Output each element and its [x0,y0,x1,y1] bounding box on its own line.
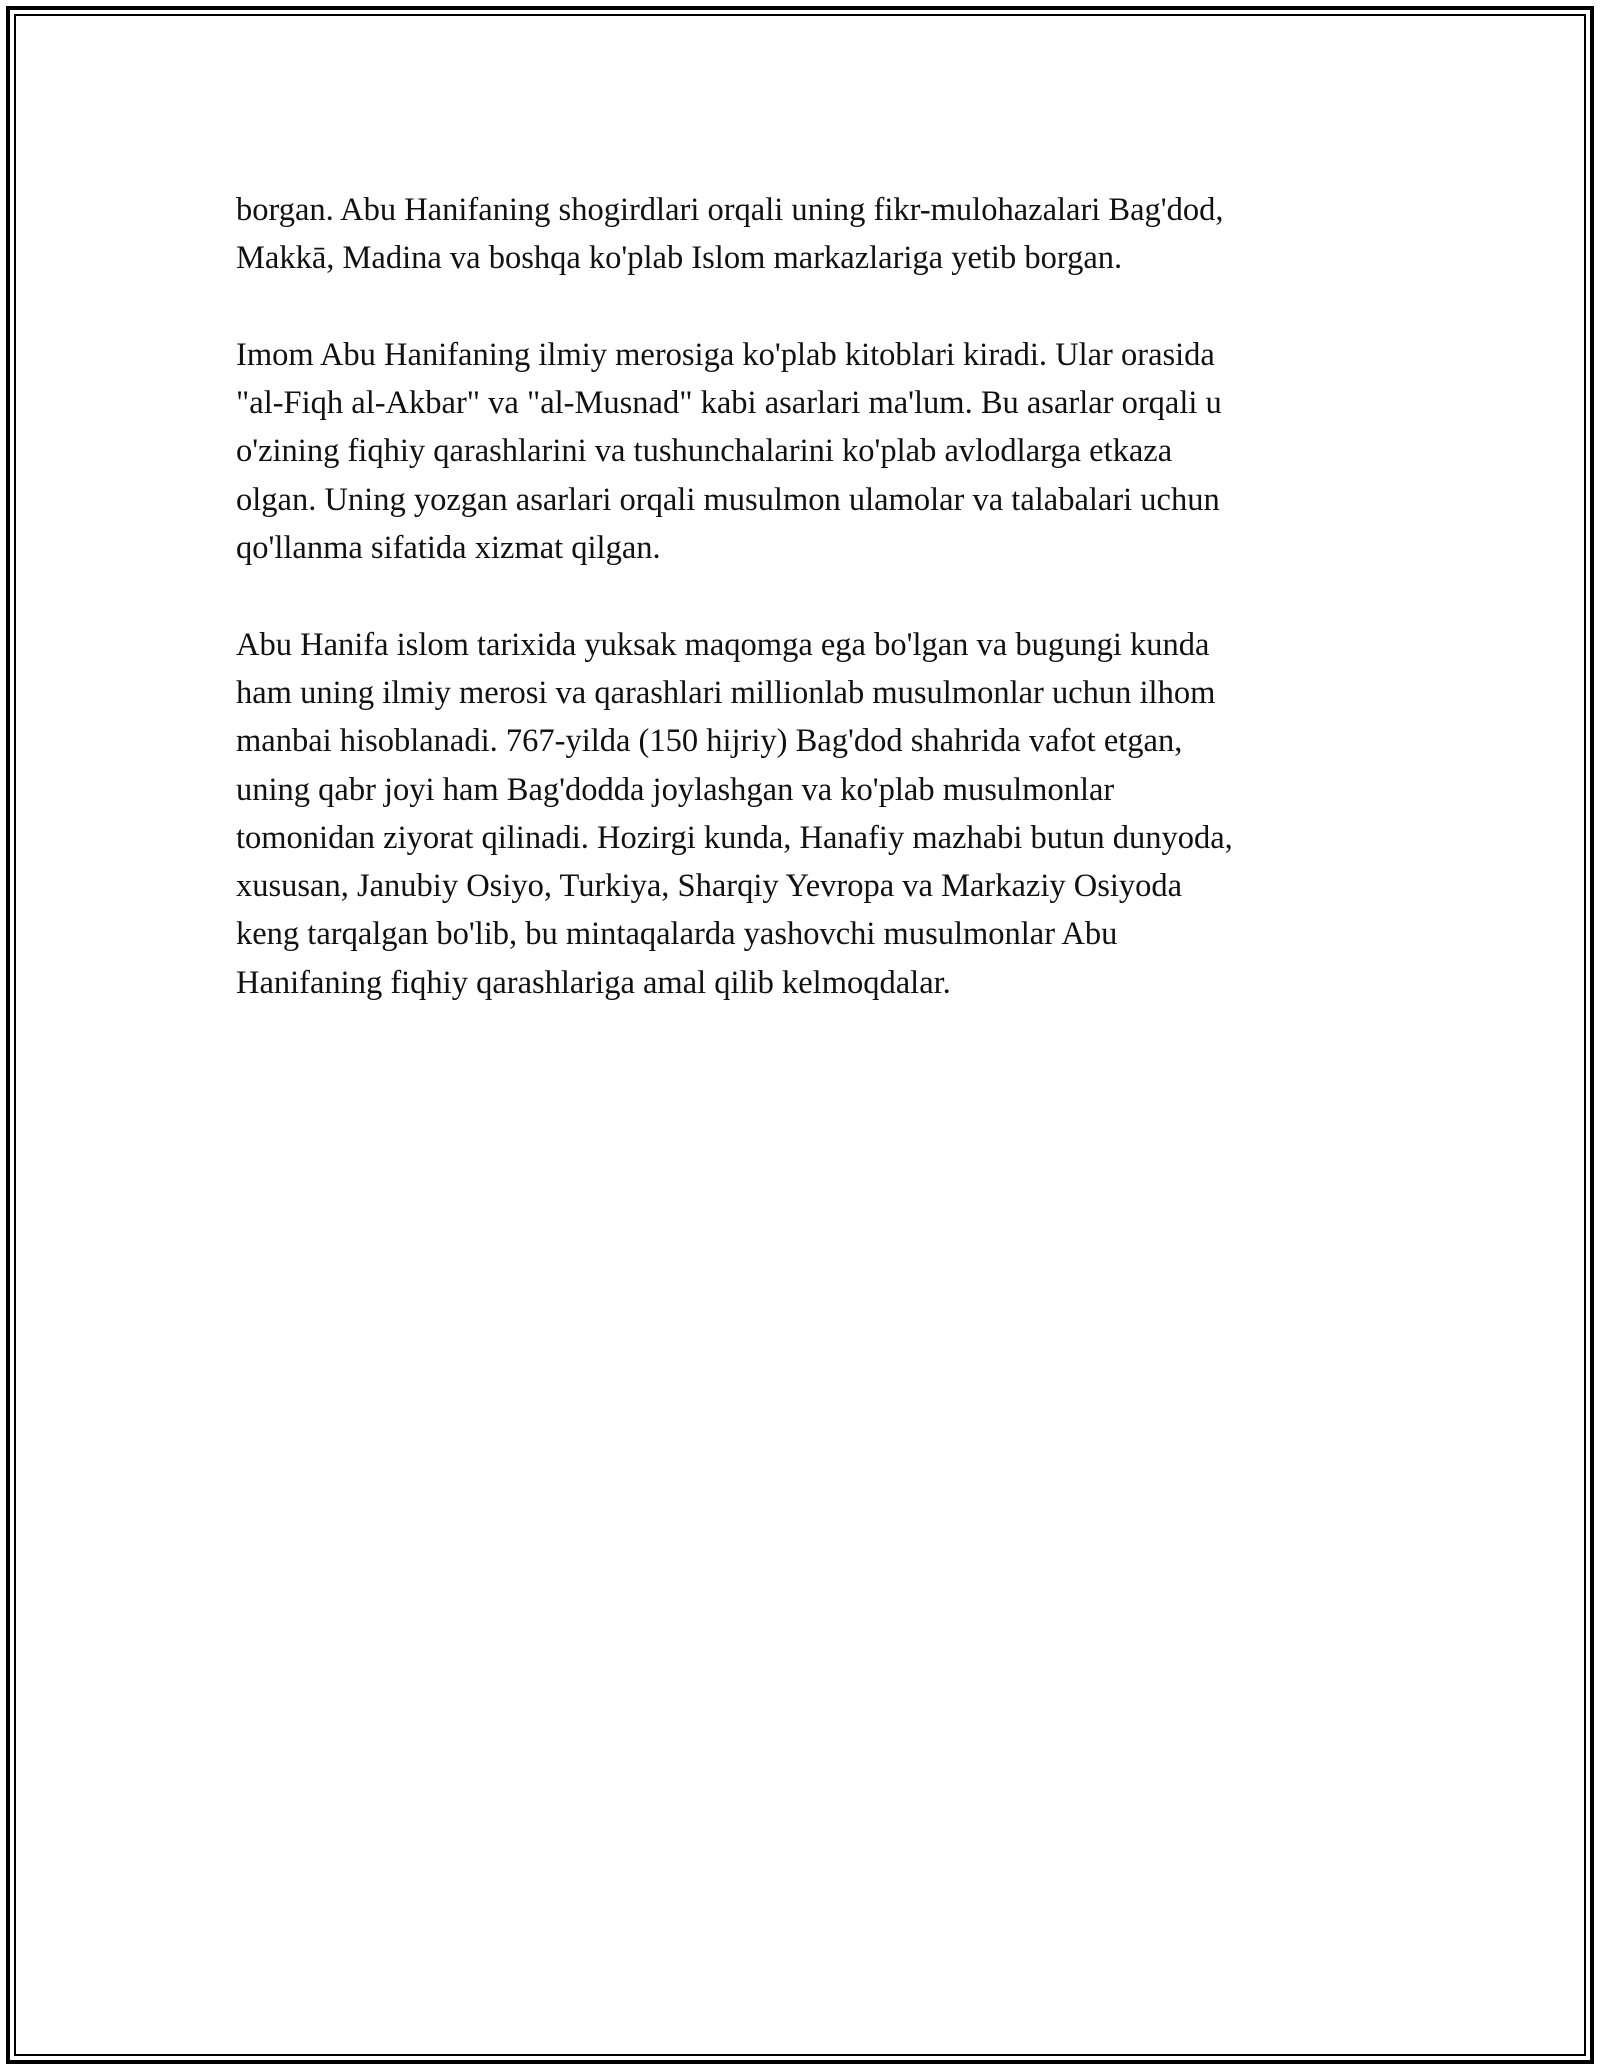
paragraph-line: "al-Fiqh al-Akbar" va "al-Musnad" kabi asarlari ma'lum. Bu asarlar orqali u [236,385,1222,422]
paragraph-line: o'zining fiqhiy qarashlarini va tushunchalarini ko'plab avlodlarga etkaza [236,433,1173,470]
paragraph-line: Hanifaning fiqhiy qarashlariga amal qilib kelmoqdalar. [236,964,951,1001]
paragraph-line: uning qabr joyi ham Bag'dodda joylashgan va ko'plab musulmonlar [236,771,1115,808]
paragraph-line: Abu Hanifa islom tarixida yuksak maqomga ega bo'lgan va bugungi kunda [236,626,1210,663]
paragraph-2 [236,331,1386,572]
paragraph-line: olgan. Uning yozgan asarlari orqali musulmon ulamolar va talabalari uchun [236,481,1220,518]
paragraph-line: Imom Abu Hanifaning ilmiy merosiga ko'plab kitoblari kiradi. Ular orasida [236,336,1215,373]
paragraph-line: keng tarqalgan bo'lib, bu mintaqalarda yashovchi musulmonlar Abu [236,916,1118,953]
paragraph-line: qo'llanma sifatida xizmat qilgan. [236,530,661,567]
document-body [236,186,1386,1055]
paragraph-line: manbai hisoblanadi. 767-yilda (150 hijriy) Bag'dod shahrida vafot etgan, [236,723,1183,760]
paragraph-3 [236,621,1386,1007]
paragraph-line: Makkā, Madina va boshqa ko'plab Islom markazlariga yetib borgan. [236,240,1123,277]
paragraph-line: ham uning ilmiy merosi va qarashlari millionlab musulmonlar uchun ilhom [236,674,1216,711]
paragraph-line: tomonidan ziyorat qilinadi. Hozirgi kunda, Hanafiy mazhabi butun dunyoda, [236,819,1233,856]
paragraph-line: xususan, Janubiy Osiyo, Turkiya, Sharqiy Yevropa va Markaziy Osiyoda [236,868,1183,905]
paragraph-line: borgan. Abu Hanifaning shogirdlari orqali uning fikr-mulohazalari Bag'dod, [236,192,1224,228]
paragraph-1 [236,186,1386,283]
